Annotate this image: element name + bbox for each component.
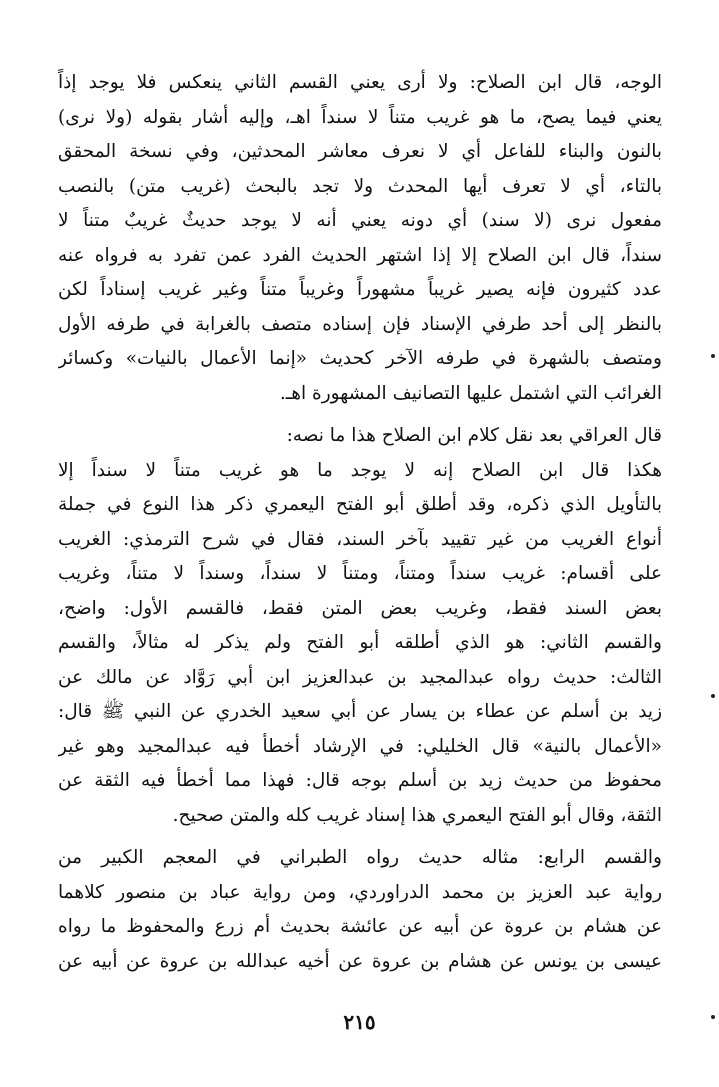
- text-line-4: بالتاء، أي لا تعرف أيها المحدث ولا تجد بالبحث (غريب متن) بالنصب: [58, 175, 662, 197]
- page-number: ٢١٥: [343, 1010, 376, 1034]
- text-line-3: بالنون والبناء للفاعل أي لا نعرف معاشر المحدثين، وفي نسخة المحقق: [58, 141, 662, 162]
- text-line-9: ومتصف بالشهرة في طرفه الآخر كحديث «إنما الأعمال بالنيات» وكسائر: [58, 348, 662, 369]
- text-line-2: يعني فيما يصح، ما هو غريب متناً لا سنداً اهـ، وإليه أشار بقوله (ولا نرى): [58, 106, 662, 128]
- text-line-15: على أقسام: غريب سنداً ومتناً، ومتناً لا سنداً، وسنداً لا متناً، وغريب: [58, 563, 662, 584]
- margin-dot-mark: [711, 1015, 715, 1019]
- text-line-8: بالنظر إلى أحد طرفي الإسناد فإن إسناده متصف بالغرابة في طرفه الأول: [58, 313, 662, 335]
- text-line-14: أنواع الغريب من غير تقييد بآخر السند، فقال في شرح الترمذي: الغريب: [58, 528, 662, 550]
- text-line-20: «الأعمال بالنية» قال الخليلي: في الإرشاد أخطأ فيه عبدالمجيد وهو غير: [58, 735, 662, 757]
- text-line-17: والقسم الثاني: هو الذي أطلقه أبو الفتح ولم يذكر له مثالاً، والقسم: [58, 632, 662, 653]
- text-line-18: الثالث: حديث رواه عبدالمجيد بن عبدالعزيز ابن أبي رَوَّاد عن مالك عن: [58, 666, 662, 688]
- page-body: [58, 66, 662, 979]
- text-line-16: بعض السند فقط، وغريب بعض المتن فقط، فالقسم الأول: واضح،: [58, 597, 662, 619]
- margin-dot-mark: [711, 354, 715, 358]
- text-line-1: الوجه، قال ابن الصلاح: ولا أرى يعني القسم الثاني ينعكس فلا يوجد إذاً: [58, 72, 662, 93]
- text-line-24: رواية عبد العزيز بن محمد الدراوردي، ومن رواية عباد بن منصور كلاهما: [58, 881, 662, 903]
- text-line-25: عن هشام بن عروة عن أبيه عن عائشة بحديث أم زرع والمحفوظ ما رواه: [58, 916, 662, 937]
- text-line-7: عدد كثيرون فإنه يصير غريباً مشهوراً وغريباً متناً وغير غريب إسناداً لكن: [58, 279, 662, 300]
- text-line-10: الغرائب التي اشتمل عليها التصانيف المشهورة اهـ.: [279, 382, 662, 404]
- text-line-13: بالتأويل الذي ذكره، وقد أطلق أبو الفتح اليعمري ذكر هذا النوع في جملة: [58, 494, 662, 515]
- text-line-26: عيسى بن يونس عن هشام بن عروة عن أخيه عبدالله بن عروة عن أبيه عن: [58, 950, 662, 972]
- text-line-12: هكذا قال ابن الصلاح إنه لا يوجد ما هو غريب متناً لا سنداً إلا: [58, 459, 662, 481]
- text-line-23: والقسم الرابع: مثاله حديث رواه الطبراني في المعجم الكبير من: [58, 847, 662, 868]
- text-line-21: محفوظ من حديث زيد بن أسلم بوجه قال: فهذا مما أخطأ فيه الثقة عن: [58, 770, 662, 791]
- text-line-6: سنداً، قال ابن الصلاح إلا إذا اشتهر الحديث الفرد عمن تفرد به فرواه عنه: [58, 244, 662, 266]
- margin-dot-mark: [711, 694, 715, 698]
- text-line-5: مفعول نرى (لا سند) أي دونه يعني أنه لا يوجد حديثٌ غريبٌ متناً لا: [58, 210, 662, 231]
- text-line-19: زيد بن أسلم عن عطاء بن يسار عن أبي سعيد الخدري عن النبي ﷺ قال:: [58, 701, 662, 722]
- text-line-22: الثقة، وقال أبو الفتح اليعمري هذا إسناد غريب كله والمتن صحيح.: [172, 804, 662, 826]
- text-line-11: قال العراقي بعد نقل كلام ابن الصلاح هذا ما نصه:: [286, 425, 662, 446]
